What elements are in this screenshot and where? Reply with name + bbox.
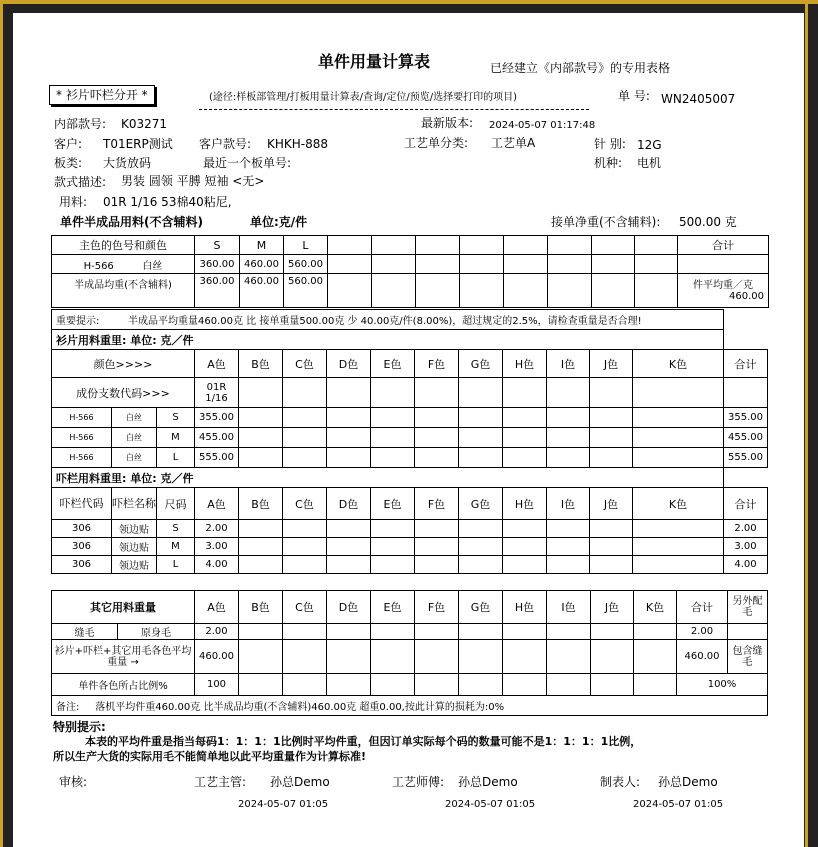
avg-weight-label: 衫片+吓栏+其它用毛各色平均重量 → — [52, 640, 195, 674]
split-label: * 衫片吓栏分开 * — [49, 85, 155, 105]
net-weight-label: 接单净重(不含辅料): — [551, 215, 661, 229]
color-col-g: G色 — [459, 350, 503, 378]
order-no-label: 单 号: — [618, 89, 650, 103]
ratio-label: 单件各色所占比例% — [52, 674, 195, 696]
table-row: H-566 白丝 S 355.00 355.00 — [52, 408, 768, 428]
semi-color-header: 主色的色号和颜色 — [52, 236, 195, 255]
other-col-e: E色 — [371, 591, 415, 624]
version-label: 最新版本: — [421, 116, 474, 130]
trim-col-a: A色 — [195, 488, 239, 520]
customer-value: T01ERP测试 — [103, 137, 173, 151]
trim-code-header: 吓栏代码 — [52, 488, 112, 520]
color-col-k: K色 — [633, 350, 724, 378]
other-col-h: H色 — [503, 591, 547, 624]
ratio-total: 100% — [677, 674, 768, 696]
internal-no-label: 内部款号: — [54, 117, 107, 131]
style-desc-label: 款式描述: — [54, 175, 107, 189]
other-col-d: D色 — [327, 591, 371, 624]
last-board-label: 最近一个板单号: — [203, 156, 292, 170]
panel-table — [51, 309, 768, 574]
semi-avg-cell: 460.00 — [240, 274, 284, 308]
trim-col-c: C色 — [283, 488, 327, 520]
semi-avg-total: 件平均重／克 460.00 — [678, 274, 769, 308]
color-col-b: B色 — [239, 350, 283, 378]
master-label: 工艺师傅: — [392, 775, 445, 789]
trim-col-f: F色 — [415, 488, 459, 520]
supervisor-name: 孙总Demo — [270, 775, 330, 789]
customer-no-label: 客户款号: — [199, 137, 252, 151]
semi-row-color: H-566 白丝 — [52, 255, 195, 274]
color-col-d: D色 — [327, 350, 371, 378]
gauge-label: 针 别: — [594, 137, 626, 151]
semi-title: 单件半成品用料(不含辅料) — [60, 215, 203, 229]
order-no-value: WN2405007 — [661, 92, 736, 106]
board-type-value: 大货放码 — [103, 156, 152, 170]
other-extra-header: 另外配毛 — [728, 591, 768, 624]
trim-col-h: H色 — [503, 488, 547, 520]
table-row: 306 领边贴 L 4.00 4.00 — [52, 556, 768, 574]
color-col-h: H色 — [503, 350, 547, 378]
sew-label: 缝毛 — [52, 624, 118, 640]
other-title: 其它用料重量 — [52, 591, 195, 624]
yarn-label: 成份支数代码>>> — [52, 378, 195, 408]
other-col-g: G色 — [459, 591, 503, 624]
report-subtitle: 已经建立《内部款号》的专用表格 — [490, 61, 671, 75]
color-col-j: J色 — [590, 350, 633, 378]
table-row: 306 领边贴 M 3.00 3.00 — [52, 538, 768, 556]
ratio-a: 100 — [195, 674, 239, 696]
trim-name-header: 吓栏名称 — [112, 488, 157, 520]
trim-col-g: G色 — [459, 488, 503, 520]
trim-col-i: I色 — [547, 488, 590, 520]
table-row: 306 领边贴 S 2.00 2.00 — [52, 520, 768, 538]
semi-size-m: M — [240, 236, 284, 255]
semi-avg-cell: 360.00 — [195, 274, 240, 308]
semi-size-s: S — [195, 236, 240, 255]
report-page — [13, 13, 804, 847]
avg-weight-total: 460.00 — [677, 640, 728, 674]
color-col-a: A色 — [195, 350, 239, 378]
color-col-c: C色 — [283, 350, 327, 378]
table-row: H-566 白丝 L 555.00 555.00 — [52, 448, 768, 468]
table-row — [52, 640, 768, 674]
trim-size-header: 尺码 — [157, 488, 195, 520]
special-line-2: 所以生产大货的实际用毛不能简单地以此平均重量作为计算标准! — [53, 750, 367, 763]
table-row — [52, 674, 768, 696]
net-weight-value: 500.00 克 — [679, 215, 737, 229]
supervisor-label: 工艺主管: — [194, 775, 247, 789]
frame-border-top — [0, 0, 818, 4]
process-cat-value: 工艺单A — [491, 136, 536, 150]
other-col-k: K色 — [634, 591, 677, 624]
style-desc-value: 男装 圆领 平膊 短袖 <无> — [121, 174, 265, 188]
material-label: 用料: — [59, 195, 88, 209]
avg-weight-extra: 包含缝毛 — [728, 640, 768, 674]
review-label: 审核: — [59, 775, 88, 789]
yarn-a: 01R 1/16 — [195, 378, 239, 408]
other-col-i: I色 — [547, 591, 591, 624]
semi-cell: 460.00 — [240, 255, 284, 274]
other-col-j: J色 — [591, 591, 634, 624]
maker-name: 孙总Demo — [658, 775, 718, 789]
machine-value: 电机 — [637, 156, 662, 170]
trim-col-k: K色 — [633, 488, 724, 520]
sew-a: 2.00 — [195, 624, 239, 640]
semi-cell: 560.00 — [284, 255, 328, 274]
other-table — [51, 590, 768, 716]
customer-no-value: KHKH-888 — [267, 137, 329, 151]
material-value: 01R 1/16 53棉40粘尼, — [103, 195, 232, 209]
version-value: 2024-05-07 01:17:48 — [489, 120, 596, 131]
board-type-label: 板类: — [54, 156, 83, 170]
special-line-1: 本表的平均件重是指当每码1：1：1：1比例时平均件重，但因订单实际每个码的数量可能不是1：1：1：1比例， — [85, 735, 642, 748]
color-col-f: F色 — [415, 350, 459, 378]
table-row — [52, 624, 768, 640]
table-row: H-566 白丝 M 455.00 455.00 — [52, 428, 768, 448]
supervisor-date: 2024-05-07 01:05 — [238, 799, 329, 810]
path-note: (途径:样板部管理/打板用量计算表/查询/定位/预览/选择要打印的项目) — [209, 92, 518, 103]
semi-cell: 360.00 — [195, 255, 240, 274]
maker-label: 制表人: — [600, 775, 641, 789]
trim-col-j: J色 — [590, 488, 633, 520]
panel-title: 衫片用料重里: 单位: 克／件 — [52, 330, 724, 350]
trim-col-e: E色 — [371, 488, 415, 520]
path-underline — [199, 109, 589, 110]
semi-table — [51, 235, 769, 308]
avg-weight-a: 460.00 — [195, 640, 239, 674]
color-col-e: E色 — [371, 350, 415, 378]
panel-total-header: 合计 — [724, 350, 768, 378]
gauge-value: 12G — [637, 138, 662, 152]
semi-unit: 单位:克/件 — [250, 215, 308, 229]
remark-row: 备注: 落机平均件重460.00克 比半成品均重(不含辅料)460.00克 超重0.00,按此计算的损耗为:0% — [52, 696, 768, 716]
sew-total: 2.00 — [677, 624, 728, 640]
semi-size-l: L — [284, 236, 328, 255]
trim-col-d: D色 — [327, 488, 371, 520]
master-date: 2024-05-07 01:05 — [445, 799, 536, 810]
semi-avg-cell: 560.00 — [284, 274, 328, 308]
machine-label: 机种: — [594, 156, 623, 170]
report-title: 单件用量计算表 — [318, 52, 431, 71]
trim-title: 吓栏用料重里: 单位: 克／件 — [52, 468, 724, 488]
other-col-c: C色 — [283, 591, 327, 624]
customer-label: 客户: — [54, 137, 83, 151]
process-cat-label: 工艺单分类: — [404, 136, 469, 150]
trim-total-header: 合计 — [724, 488, 768, 520]
panel-color-header: 颜色>>>> — [52, 350, 195, 378]
other-col-a: A色 — [195, 591, 239, 624]
frame-border-right — [805, 0, 808, 847]
special-title: 特别提示: — [53, 720, 106, 734]
other-col-f: F色 — [415, 591, 459, 624]
frame-border-left — [0, 0, 3, 847]
semi-avg-label: 半成品均重(不含辅料) — [52, 274, 195, 308]
master-name: 孙总Demo — [458, 775, 518, 789]
other-col-b: B色 — [239, 591, 283, 624]
other-total-header: 合计 — [677, 591, 728, 624]
trim-col-b: B色 — [239, 488, 283, 520]
internal-no-value: K03271 — [121, 117, 168, 131]
maker-date: 2024-05-07 01:05 — [633, 799, 724, 810]
sew-name: 原身毛 — [118, 624, 195, 640]
color-col-i: I色 — [547, 350, 590, 378]
warning-row: 重要提示: 半成品平均重量460.00克 比 接单重量500.00克 少 40.00克/件(8.00%)，超过规定的2.5%，请检查重量是否合理! — [52, 310, 724, 330]
semi-total-header: 合计 — [678, 236, 769, 255]
